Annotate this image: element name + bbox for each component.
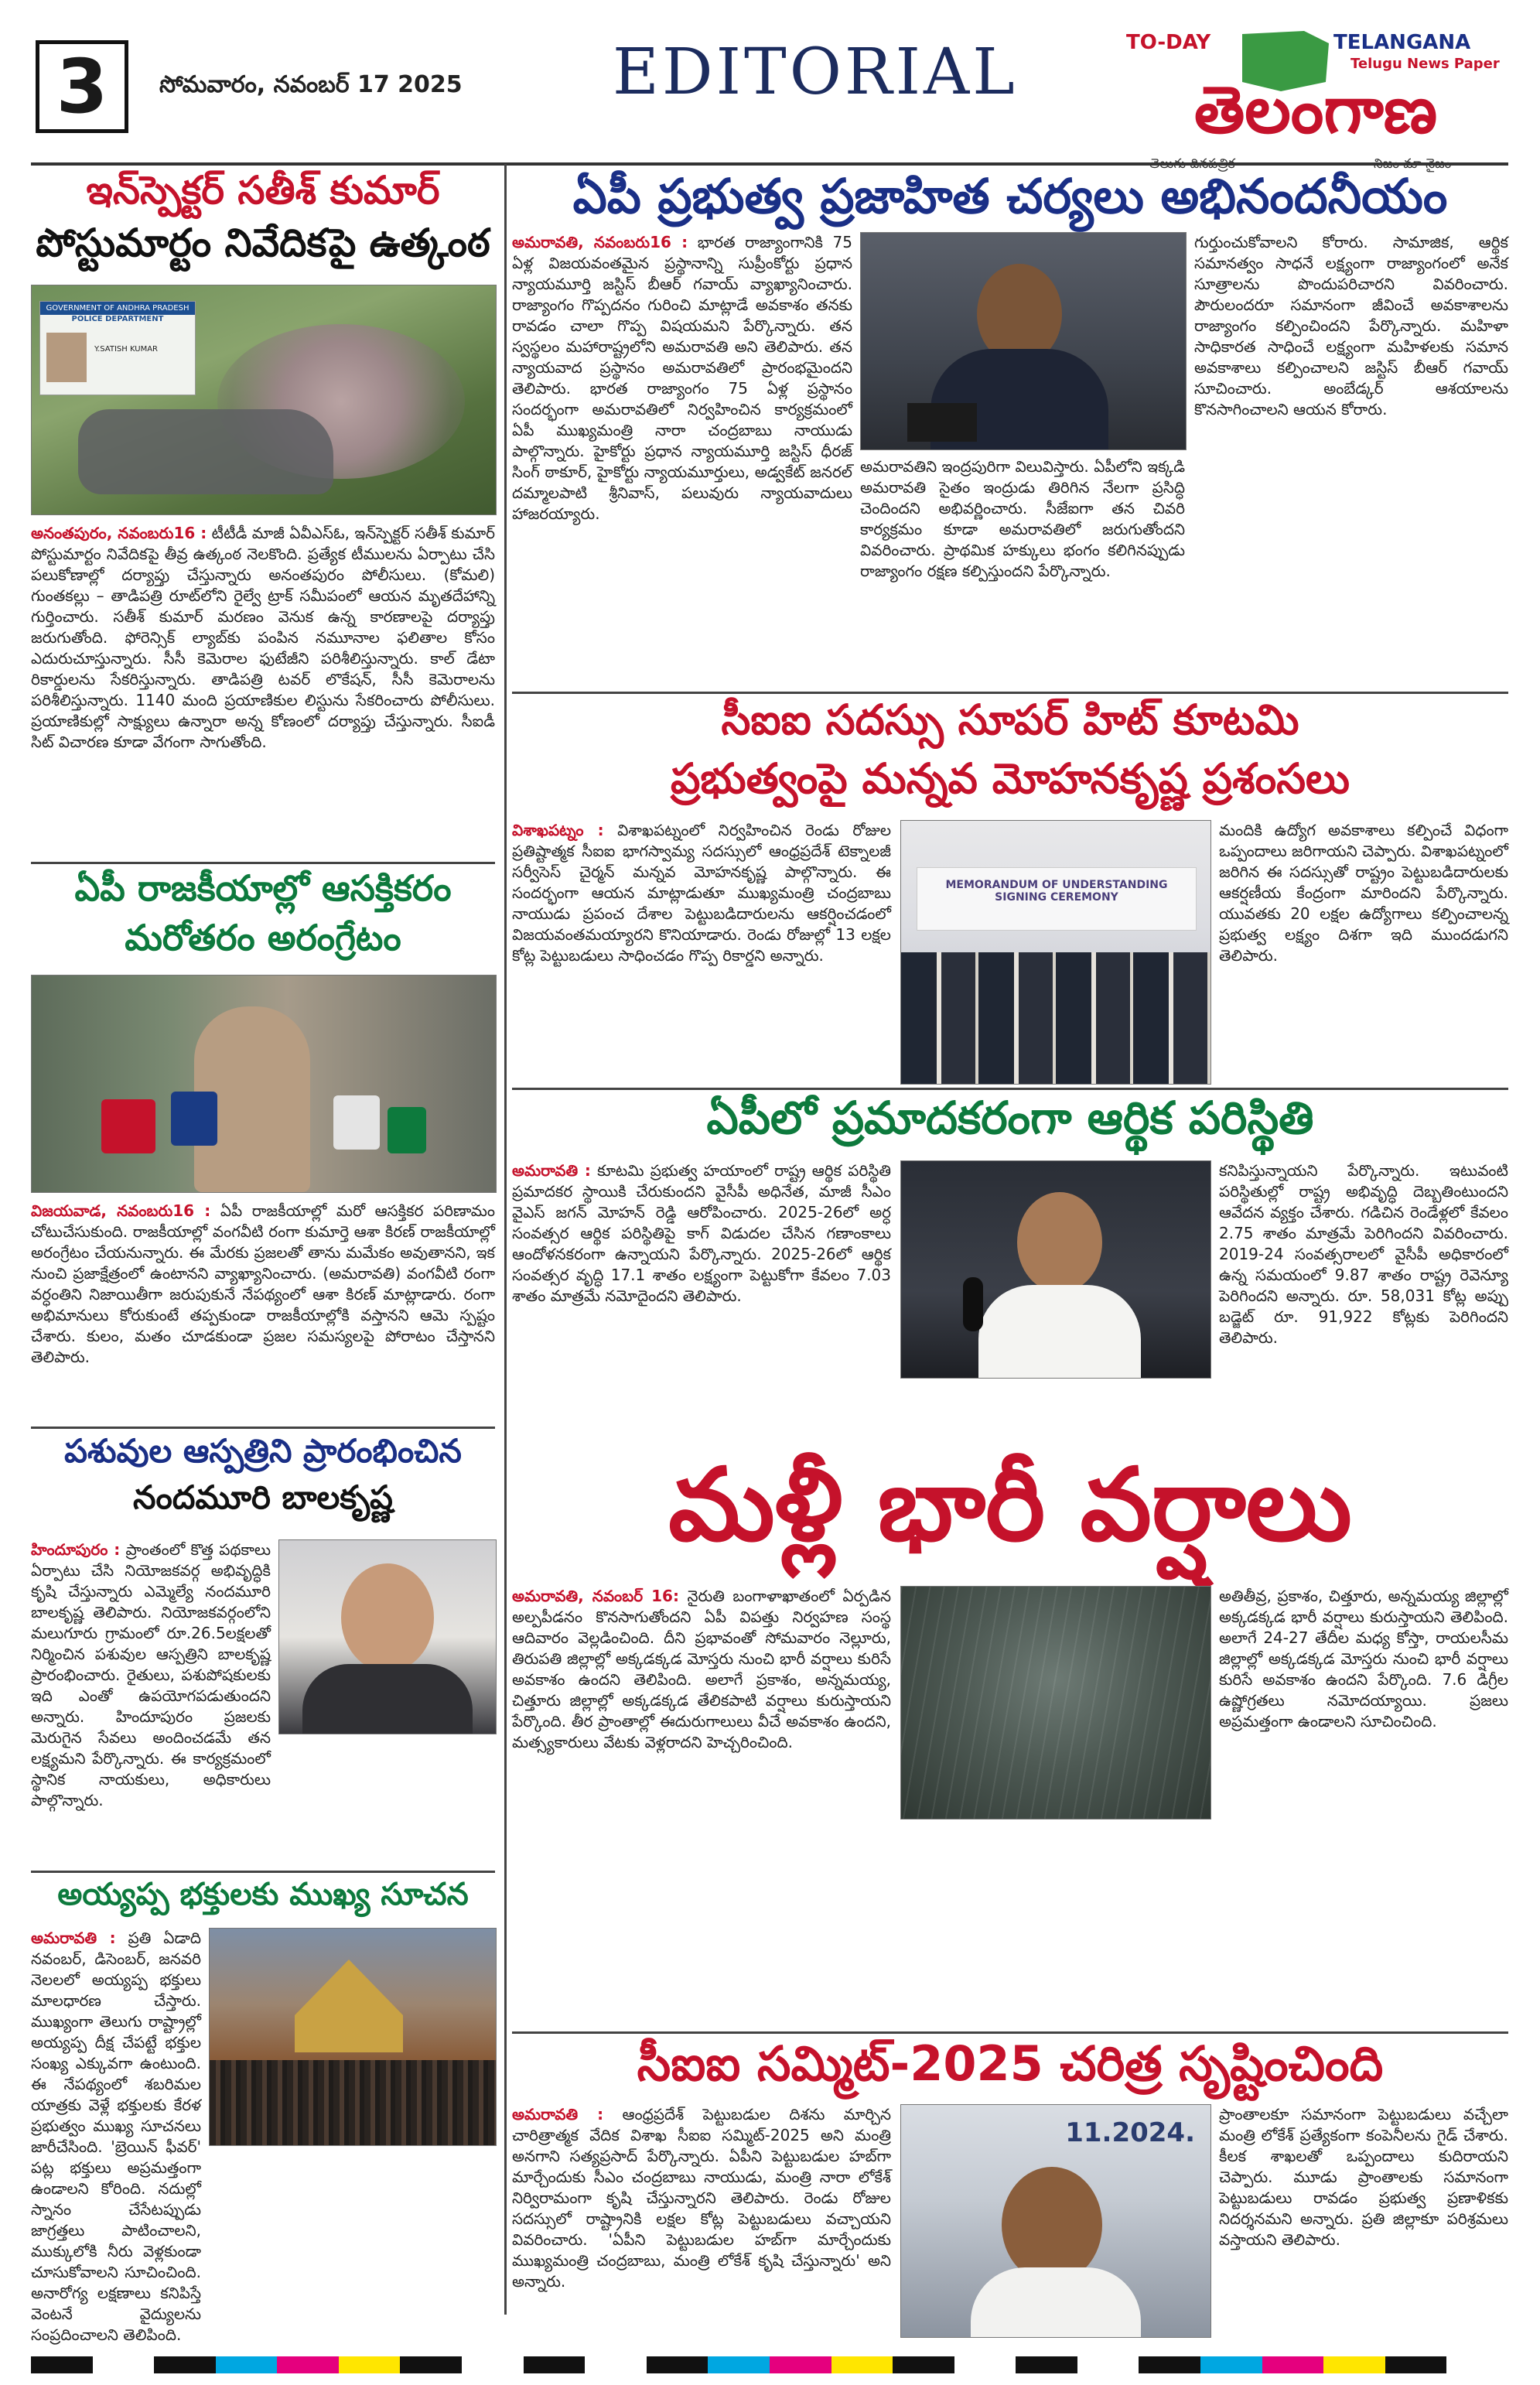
divider (31, 1871, 495, 1873)
ayyappa-headline: అయ్యప్ప భక్తులకు ముఖ్య సూచన (57, 1877, 469, 1912)
inspector-body (31, 523, 495, 857)
shirt (302, 1664, 473, 1734)
balakrishna-body-text: ప్రాంతంలో కొత్త పథకాలు ఏర్పాటు చేసి నియోజకవర్గ అభివృద్ధికి కృషి చేస్తున్నారు ఎమ్మెల్యే నందమూరి బాలకృష్ణ తెలిపారు. నియోజకవర్గంలోని మలుగూరు గ్రామంలో రూ.26.5లక్షలతో నిర్మించిన పశువుల ఆస్పత్రిని బాలకృష్ణ ప్రారంభించారు. రైతులు, పశుపోషకులకు ఇది ఎంతో ఉపయోగపడుతుందని అన్నారు. హిందూపురం ప్రజలకు మెరుగైన సేవలు అందించడమే తన లక్ష్యమని పేర్కొన్నారు. ఈ కార్యక్రమంలో స్థానిక నాయకులు, అధికారులు పాల్గొన్నారు. (31, 1540, 271, 1809)
inspector-body-text: టీటీడీ మాజీ ఏవీఎస్‌ఓ, ఇన్‌స్పెక్టర్ సతీశ్ కుమార్ పోస్టుమార్టం నివేదికపై తీవ్ర ఉత్కంఠ నెలకొంది. ప్రత్యేక టీములను ఏర్పాటు చేసి పలుకోణాల్లో దర్యాప్తు చేస్తున్నారు అనంతపురం పోలీసులు. (కోమలి) గుంతకల్లు – తాడిపత్రి రూట్‌లోని రైల్వే ట్రాక్ సమీపంలో ఆయన మృతదేహాన్ని గుర్తించారు. సతీశ్ కుమార్ మరణం వెనుక ఉన్న కారణాలపై దర్యాప్తు జరుగుతోంది. ఫోరెన్సిక్ ల్యాబ్‌కు పంపిన నమూనాల ఫలితాల కోసం ఎదురుచూస్తున్నారు. సీసీ కెమెరాల ఫుటేజీని పరిశీలిస్తున్నారు. కాల్ డేటా రికార్డులను సేకరిస్తున్నారు. తాడిపత్రి టవర్ లొకేషన్, సీసీ కెమెరాలను పరిశీలిస్తున్నారు. 1140 మంది ప్రయాణికుల లిస్టును సేకరించారు పోలీసులు. ప్రయాణికుల్లో సాక్ష్యులు ఉన్నారా అన్న కోణంలో దర్యాప్తు చేస్తున్నారు. సీఐడీ సిట్ విచారణ కూడా వేగంగా సాగుతోంది. (31, 524, 496, 751)
cii-body-left (512, 820, 891, 1083)
cii-body-right: మందికి ఉద్యోగ అవకాశాలు కల్పించే విధంగా ఒప్పందాలు జరిగాయని చెప్పారు. విశాఖపట్నంలో జరిగిన ఈ సదస్సుతో రాష్ట్రం పెట్టుబడిదారులకు ఆకర్షణీయ కేంద్రంగా మారిందని పేర్కొన్నారు. యువతకు 20 లక్షల ఉద్యోగాలు కల్పించాలన్న ప్రభుత్వ లక్ష్యం దిశగా ఇది ముందడుగని తెలిపారు. (1219, 821, 1508, 965)
devotees-crowd (210, 2060, 496, 2145)
summit-headline: సీఐఐ సమ్మిట్-2025 చరిత్ర సృష్టించింది (637, 2035, 1384, 2092)
economy-body-right: కనిపిస్తున్నాయని పేర్కొన్నారు. ఇటువంటి పరిస్థితుల్లో రాష్ట్ర అభివృద్ధి దెబ్బతింటుందని ఆవేదన వ్యక్తం చేశారు. గడిచిన రెండేళ్లలో కేవలం 2.75 శాతం మాత్రమే పెరిగిందని వివరించారు. 2019-24 సంవత్సరాలలో వైసీపీ అధికారంలో ఉన్న సమయంలో 9.87 శాతం రాష్ట్ర రెవెన్యూ పెరిగిందని అన్నారు. రూ. 58,031 కోట్ల అప్పు బడ్జెట్ రూ. 91,922 కోట్లకు పెరిగిందని తెలిపారు. (1219, 1161, 1508, 1347)
sabarimala-photo (209, 1928, 497, 2146)
inspector-headline-1: ఇన్‌స్పెక్టర్ సతీశ్ కుమార్ (86, 168, 440, 213)
ayyappa-dateline: అమరావతి : (31, 1929, 116, 1947)
balakrishna-dateline: హిందూపురం : (31, 1540, 121, 1559)
cji-photo (860, 232, 1187, 450)
id-card-photo (46, 333, 87, 382)
inspector-dateline: అనంతపురం, నవంబరు16 : (31, 524, 207, 542)
jagan-photo (900, 1160, 1211, 1379)
cji-body-left-text: భారత రాజ్యాంగానికి 75 ఏళ్ల విజయవంతమైన ప్రస్థానాన్ని సుప్రీంకోర్టు ప్రధాన న్యాయమూర్తి జస్టిస్ బీఆర్ గవాయ్ వ్యాఖ్యానించారు. రాజ్యాంగం గొప్పదనం గురించి మాట్లాడే అవకాశం తనకు రావడం చాలా గొప్ప విషయమని పేర్కొన్నారు. తన స్వస్థలం మహారాష్ట్రలోని అమరావతి అని తెలిపారు. తన న్యాయవాద ప్రస్థానం అమరావతిలో ప్రారంభమైందని తెలిపారు. భారత రాజ్యాంగం 75 ఏళ్ల ప్రస్థానం సందర్భంగా అమరావతిలో నిర్వహించిన కార్యక్రమంలో ఏపీ ముఖ్యమంత్రి నారా చంద్రబాబు నాయుడు పాల్గొన్నారు. హైకోర్టు ప్రధాన న్యాయమూర్తి జస్టిస్ ధీరజ్ సింగ్ ఠాకూర్, హైకోర్టు న్యాయమూర్తులు, అడ్వకేట్ జనరల్ దమ్మాలపాటి శ్రీనివాస్, పలువురు న్యాయవాదులు హాజరయ్యారు. (512, 233, 852, 523)
summit-body-right: ప్రాంతాలకూ సమానంగా పెట్టుబడులు వచ్చేలా మంత్రి లోకేశ్ ప్రత్యేకంగా కంపెనీలను గైడ్ చేశారు. కీలక శాఖలతో ఒప్పందాలు కుదిరాయని చెప్పారు. మూడు ప్రాంతాలకు సమానంగా పెట్టుబడులు రావడం ప్రభుత్వ ప్రణాళికకు నిదర్శనమని అన్నారు. ప్రతి జిల్లాకూ పరిశ్రమలు వస్తాయని తెలిపారు. (1219, 2105, 1508, 2249)
summit-body-left (512, 2104, 891, 2349)
masthead-rule (31, 162, 1508, 166)
divider (31, 862, 495, 864)
officials-row (901, 952, 1210, 1084)
section-title: EDITORIAL (613, 36, 1018, 109)
cji-body-right: గుర్తుంచుకోవాలని కోరారు. సామాజిక, ఆర్థిక సమానత్వం సాధనే లక్ష్యంగా రాజ్యాంగంలో అనేక సూత్రాలను పొందుపరిచారని వివరించారు. పౌరులందరూ సమానంగా జీవించే అవకాశాలను రాజ్యాంగం కల్పించిందని పేర్కొన్నారు. మహిళా సాధికారత సాధించే లక్ష్యంగా మహిళలకు సమాన అవకాశాలు కల్పించాలని జస్టిస్ బీఆర్ గవాయ్ సూచించారు. అంబేడ్కర్ ఆశయాలను కొనసాగించాలని ఆయన కోరారు. (1194, 233, 1508, 419)
newspaper-logo (1126, 28, 1505, 183)
cii-headline-2: ప్రభుత్వంపై మన్నవ మోహనకృష్ణ ప్రశంసలు (671, 754, 1350, 803)
politics-body-text: ఏపీ రాజకీయాల్లో మరో ఆసక్తికర పరిణామం చోటుచేసుకుంది. రాజకీయాల్లో వంగవీటి రంగా కుమార్తె ఆశా కిరణ్ రాజకీయాల్లో అరంగ్రేటం చేయనున్నారు. ఈ మేరకు ప్రజలతో తాను మమేకం అవుతానని, ఇక నుంచి ప్రజాక్షేత్రంలో ఉంటానని వ్యాఖ్యానించారు. (అమరావతి) వంగవీటి రంగా వర్ధంతిని నిజాయితీగా జరుపుకునే నేపథ్యంలో ఆశా కిరణ్ మాట్లాడారు. రంగా అభిమానులు కోరుకుంటే తప్పకుండా రాజకీయాల్లోకి వస్తానని ఆమె స్పష్టం చేశారు. కులం, మతం చూడకుండా ప్రజల సమస్యలపై పోరాటం చేస్తానని తెలిపారు. (31, 1201, 495, 1366)
print-registration-bar (31, 2356, 1508, 2373)
rain-photo (900, 1586, 1211, 1820)
balakrishna-body (31, 1539, 271, 1809)
mou-banner-line-1: MEMORANDUM OF UNDERSTANDING (945, 879, 1168, 891)
balakrishna-photo (278, 1539, 497, 1734)
rains-body-left (512, 1586, 891, 2027)
politics-headline-1: ఏపీ రాజకీయాల్లో ఆసక్తికరం (74, 867, 452, 909)
microphone-stand (907, 403, 977, 442)
mou-banner (917, 867, 1197, 931)
divider (31, 1427, 495, 1429)
rains-body-right: అతితీవ్ర, ప్రకాశం, చిత్తూరు, అన్నమయ్య జిల్లాల్లో అక్కడక్కడ భారీ వర్షాలు కురుస్తాయని తెలిపింది. అలాగే 24-27 తేదీల మధ్య కోస్తా, రాయలసీమ జిల్లాల్లో అక్కడక్కడ మోస్తరు నుంచి భారీ వర్షాలు కురిసే అవకాశం ఉందని పేర్కొంది. 7.6 డిగ్రీల ఉష్ణోగ్రతలు నమోదయ్యాయి. ప్రజలు అప్రమత్తంగా ఉండాలని సూచించింది. (1219, 1587, 1508, 1731)
id-card-dept: POLICE DEPARTMENT (71, 315, 164, 323)
white-shirt (978, 1285, 1141, 1378)
rain-streaks (901, 1587, 1210, 1819)
politics-dateline: విజయవాడ, నవంబరు16 : (31, 1201, 211, 1220)
face (1002, 2167, 1102, 2283)
page-number: 3 (36, 40, 128, 133)
cji-body-mid: అమరావతిని ఇంద్రపురిగా విలువిస్తారు. ఏపీలోని ఇక్కడి అమరావతి సైతం ఇంద్రుడు తిరిగిన నేలగా ప్రసిద్ధి చెందిందని అభివర్ణించారు. సీజేఐగా తన చివరి కార్యక్రమం కూడా అమరావతిలో జరుగుతోందని వివరించారు. ప్రాథమిక హక్కులు భంగం కలిగినప్పుడు రాజ్యాంగం రక్షణ కల్పిస్తుందని పేర్కొన్నారు. (860, 457, 1185, 580)
id-card-name: Y.SATISH KUMAR (94, 345, 158, 354)
cii-dateline: విశాఖపట్నం : (512, 821, 604, 839)
balakrishna-headline-1: పశువుల ఆస్పత్రిని ప్రారంభించిన (64, 1432, 462, 1470)
divider (512, 2031, 1508, 2034)
mou-banner-line-2: SIGNING CEREMONY (995, 891, 1118, 904)
temple-roof (295, 1960, 403, 2052)
cji-body-left (512, 232, 852, 687)
mou-photo (900, 820, 1211, 1085)
politics-body (31, 1201, 495, 1423)
politics-photo (31, 975, 497, 1193)
cii-body-left-text: విశాఖపట్నంలో నిర్వహించిన రెండు రోజుల ప్రతిష్టాత్మక సీఐఐ భాగస్వామ్య సదస్సులో ఆంధ్రప్రదేశ్ టెక్నాలజీ సర్వీసెస్ చైర్మన్ మన్నవ మోహనకృష్ణ పాల్గొన్నారు. ఈ సందర్భంగా ఆయన మాట్లాడుతూ ముఖ్యమంత్రి చంద్రబాబు నాయుడు ప్రపంచ దేశాల పెట్టుబడిదారులను ఆకర్షించడంలో విజయవంతమయ్యారని కొనియాడారు. రెండు రోజుల్లో 13 లక్షల కోట్ల పెట్టుబడులు సాధించడం గొప్ప రికార్డని అన్నారు. (512, 821, 891, 965)
summit-dateline: అమరావతి : (512, 2105, 604, 2124)
rains-dateline: అమరావతి, నవంబర్ 16: (512, 1587, 679, 1605)
column-divider (504, 164, 507, 2315)
ayyappa-body-1 (31, 1928, 201, 2344)
ayyappa-body-text: ప్రతి ఏడాది నవంబర్, డిసెంబర్, జనవరి నెలలలో అయ్యప్ప భక్తులు మాలధారణ చేస్తారు. ముఖ్యంగా తెలుగు రాష్ట్రాల్లో అయ్యప్ప దీక్ష చేపట్టే భక్తుల సంఖ్య ఎక్కువగా ఉంటుంది. ఈ నేపథ్యంలో శబరిమల యాత్రకు వెళ్లే భక్తులకు కేరళ ప్రభుత్వం ముఖ్య సూచనలు జారీచేసింది. 'బ్రెయిన్ ఫీవర్' పట్ల భక్తులు అప్రమత్తంగా ఉండాలని కోరింది. నదుల్లో స్నానం చేసేటప్పుడు జాగ్రత్తలు పాటించాలని, ముక్కులోకి నీరు వెళ్లకుండా చూసుకోవాలని సూచించింది. అనారోగ్య లక్షణాలు కనిపిస్తే వెంటనే వైద్యులను సంప్రదించాలని తెలిపింది. (31, 1929, 201, 2344)
inspector-photo (31, 285, 497, 515)
cloth (78, 409, 333, 494)
rains-body-left-text: నైరుతి బంగాళాఖాతంలో ఏర్పడిన అల్పపీడనం కొనసాగుతోందని ఏపీ విపత్తు నిర్వహణ సంస్థ ఆదివారం వెల్లడించింది. దీని ప్రభావంతో సోమవారం నెల్లూరు, తిరుపతి జిల్లాల్లో అక్కడక్కడ మోస్తరు నుంచి భారీ వర్షాలు కురిసే అవకాశం ఉందని తెలిపింది. అలాగే ప్రకాశం, అన్నమయ్య, చిత్తూరు జిల్లాల్లో అక్కడక్కడ తేలికపాటి వర్షాలు కురుస్తాయని పేర్కొంది. తీర ప్రాంతాల్లో ఈదురుగాలులు వీచే అవకాశం ఉందని, మత్స్యకారులు వేటకు వెళ్లరాదని హెచ్చరించింది. (512, 1587, 892, 1751)
divider (512, 692, 1508, 694)
economy-body-left-text: కూటమి ప్రభుత్వ హయాంలో రాష్ట్ర ఆర్థిక పరిస్థితి ప్రమాదకర స్థాయికి చేరుకుందని వైసీపీ అధినేత, మాజీ సీఎం వైఎస్ జగన్ మోహన్ రెడ్డి ఆరోపించారు. 2025-26లో అర్ధ సంవత్సర ఆర్థిక పరిస్థితిపై కాగ్ విడుదల చేసిన గణాంకాలు ఆందోళనకరంగా ఉన్నాయని పేర్కొన్నారు. 2025-26లో ఆర్థిక సంవత్సర వృద్ధి 17.1 శాతం లక్ష్యంగా పెట్టుకోగా కేవలం 7.03 శాతం మాత్రమే నమోదైందని తెలిపారు. (512, 1161, 892, 1305)
photo-date-text: 11.2024. (1065, 2117, 1195, 2148)
microphone (963, 1277, 983, 1331)
cji-dateline: అమరావతి, నవంబరు16 : (512, 233, 688, 251)
cii-headline-1: సీఐఐ సదస్సు సూపర్ హిట్ కూటమి (721, 695, 1299, 744)
face (341, 1563, 434, 1672)
issue-date: సోమవారం, నవంబర్ 17 2025 (159, 71, 463, 98)
economy-headline: ఏపీలో ప్రమాదకరంగా ఆర్థిక పరిస్థితి (706, 1092, 1314, 1144)
logo-telangana: TELANGANA (1333, 31, 1471, 54)
economy-dateline: అమరావతి : (512, 1161, 591, 1180)
id-card-header: GOVERNMENT OF ANDHRA PRADESH (40, 302, 195, 315)
id-card (39, 301, 196, 395)
logo-today: TO-DAY (1126, 31, 1211, 54)
divider (512, 1088, 1508, 1090)
cji-headline: ఏపీ ప్రభుత్వ ప్రజాహిత చర్యలు అభినందనీయం (572, 168, 1448, 224)
economy-body-left (512, 1160, 891, 1439)
white-shirt (971, 2267, 1141, 2337)
minister-photo (900, 2104, 1211, 2338)
summit-body-left-text: ఆంధ్రప్రదేశ్ పెట్టుబడుల దిశను మార్చిన చారిత్రాత్మక వేదిక విశాఖ సీఐఐ సమ్మిట్-2025 అని మంత్రి అనగాని సత్యప్రసాద్ పేర్కొన్నారు. ఏపీని పెట్టుబడుల హబ్‌గా మార్చేందుకు సీఎం చంద్రబాబు నాయుడు, మంత్రి నారా లోకేశ్ నిర్విరామంగా కృషి చేస్తున్నారని తెలిపారు. రెండు రోజుల సదస్సులో రాష్ట్రానికి లక్షల కోట్ల పెట్టుబడులు వచ్చాయని వివరించారు. 'ఏపీని పెట్టుబడుల హబ్‌గా మార్చేందుకు ముఖ్యమంత్రి చంద్రబాబు, మంత్రి లోకేశ్ కృషి చేస్తున్నారు' అని అన్నారు. (512, 2105, 891, 2291)
inspector-headline-2: పోస్టుమార్టం నివేదికపై ఉత్కంఠ (36, 220, 490, 265)
politics-headline-2: మరోతరం అరంగ్రేటం (125, 917, 401, 958)
logo-name: తెలంగాణ (1193, 72, 1438, 148)
face (1017, 1192, 1102, 1293)
microphones (101, 1092, 426, 1161)
logo-subtitle: Telugu News Paper (1350, 56, 1500, 72)
rains-headline: మళ్లీ భారీ వర్షాలు (668, 1446, 1352, 1563)
balakrishna-headline-2: నందమూరి బాలకృష్ణ (133, 1478, 393, 1516)
